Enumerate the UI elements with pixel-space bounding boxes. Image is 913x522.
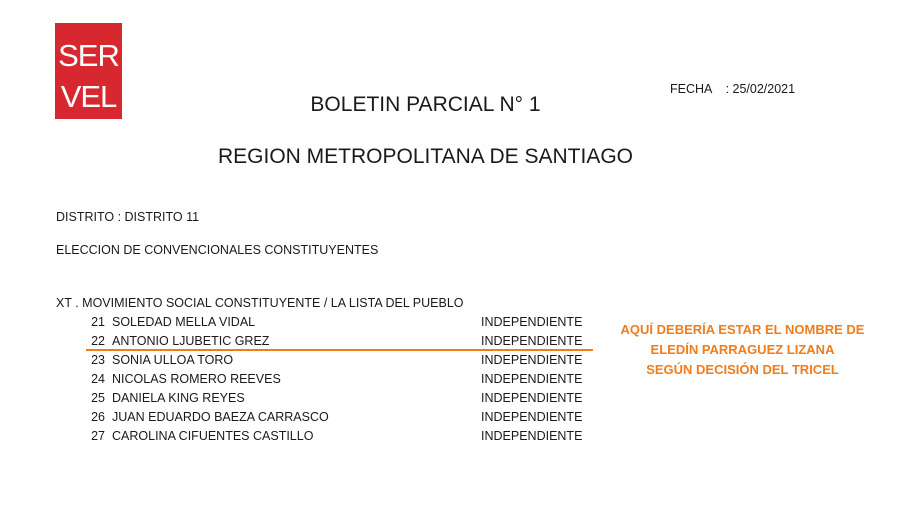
annotation-note (615, 320, 870, 380)
candidate-party: INDEPENDIENTE (481, 429, 583, 443)
annotation-line: SEGÚN DECISIÓN DEL TRICEL (646, 362, 839, 377)
region-title: REGION METROPOLITANA DE SANTIAGO (217, 145, 633, 168)
annotation-line: ELEDÍN PARRAGUEZ LIZANA (650, 342, 835, 357)
candidate-row (56, 410, 596, 428)
annotation-line: AQUÍ DEBERÍA ESTAR EL NOMBRE DE (620, 322, 865, 337)
election-label: ELECCION DE CONVENCIONALES CONSTITUYENTES (56, 243, 379, 257)
candidate-name: ANTONIO LJUBETIC GREZ (112, 334, 270, 348)
candidate-row (56, 372, 596, 390)
candidate-number: 26 (91, 410, 105, 424)
candidate-party: INDEPENDIENTE (481, 315, 583, 329)
candidate-party: INDEPENDIENTE (481, 334, 583, 348)
candidate-party: INDEPENDIENTE (481, 353, 583, 367)
date-label: FECHA : 25/02/2021 (670, 82, 796, 96)
candidate-number: 27 (91, 429, 105, 443)
candidate-party: INDEPENDIENTE (481, 372, 583, 386)
candidate-name: CAROLINA CIFUENTES CASTILLO (112, 429, 314, 443)
list-label: XT . MOVIMIENTO SOCIAL CONSTITUYENTE / LA LISTA DEL PUEBLO (56, 296, 464, 310)
candidate-name: SOLEDAD MELLA VIDAL (112, 315, 256, 329)
bulletin-title: BOLETIN PARCIAL N° 1 (310, 93, 541, 116)
candidate-name: NICOLAS ROMERO REEVES (112, 372, 281, 386)
logo-text-top: SER (58, 38, 119, 73)
highlight-underline (86, 349, 593, 351)
candidate-row (56, 391, 596, 409)
logo-text-bottom: VEL (60, 79, 117, 114)
district-label: DISTRITO : DISTRITO 11 (56, 210, 200, 224)
candidate-number: 22 (91, 334, 105, 348)
candidate-number: 21 (91, 315, 105, 329)
candidate-number: 25 (91, 391, 105, 405)
candidate-party: INDEPENDIENTE (481, 410, 583, 424)
candidate-party: INDEPENDIENTE (481, 391, 583, 405)
candidate-number: 23 (91, 353, 105, 367)
candidate-name: JUAN EDUARDO BAEZA CARRASCO (112, 410, 329, 424)
candidate-name: SONIA ULLOA TORO (112, 353, 234, 367)
candidate-row (56, 315, 596, 333)
candidate-number: 24 (91, 372, 105, 386)
candidate-row (56, 429, 596, 447)
candidate-name: DANIELA KING REYES (112, 391, 245, 405)
candidate-row (56, 353, 596, 371)
